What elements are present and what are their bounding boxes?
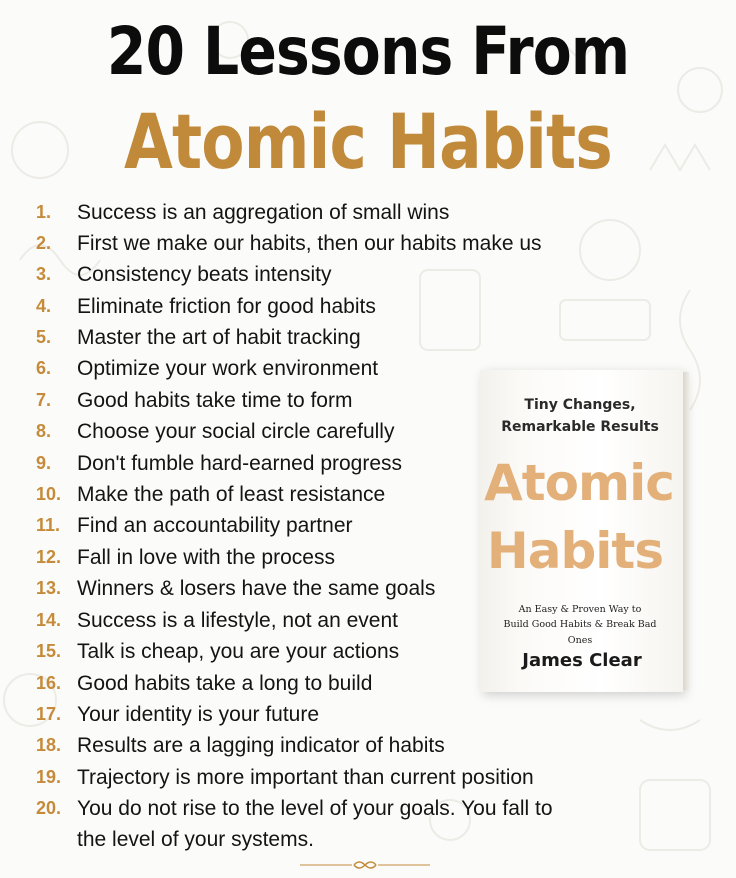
lesson-text: You do not rise to the level of your goals. You fall to bbox=[77, 797, 553, 820]
book-spine bbox=[683, 372, 689, 690]
lesson-number: 2. bbox=[36, 233, 52, 253]
lesson-text: Fall in love with the process bbox=[77, 546, 335, 569]
lesson-text-continued: the level of your systems. bbox=[77, 828, 314, 851]
ornament-divider-icon bbox=[300, 858, 430, 872]
lesson-number: 16. bbox=[36, 673, 62, 693]
lesson-number: 11. bbox=[36, 515, 61, 535]
book-title-line-2: Habits bbox=[486, 522, 664, 580]
lesson-text: Trajectory is more important than current position bbox=[77, 766, 534, 789]
lesson-number: 6. bbox=[36, 358, 52, 378]
book-tagline-line-2: Remarkable Results bbox=[501, 419, 659, 435]
lesson-number: 18. bbox=[36, 735, 62, 755]
lesson-text: Master the art of habit tracking bbox=[77, 326, 361, 349]
lesson-number: 20. bbox=[36, 798, 62, 818]
lesson-number: 12. bbox=[36, 547, 62, 567]
lesson-number: 14. bbox=[36, 610, 62, 630]
lesson-number: 1. bbox=[36, 202, 52, 222]
lesson-text: Results are a lagging indicator of habits bbox=[77, 734, 445, 757]
lesson-number: 3. bbox=[36, 264, 52, 284]
lesson-number: 8. bbox=[36, 421, 52, 441]
page-title-line-2: Atomic Habits bbox=[123, 97, 613, 186]
book-author: James Clear bbox=[522, 650, 642, 671]
lesson-text: Choose your social circle carefully bbox=[77, 420, 395, 443]
lesson-number: 13. bbox=[36, 578, 62, 598]
lesson-text: Winners & losers have the same goals bbox=[77, 577, 436, 600]
lesson-text: Optimize your work environment bbox=[77, 357, 379, 380]
lesson-text: Talk is cheap, you are your actions bbox=[77, 640, 400, 663]
book-tagline-line-1: Tiny Changes, bbox=[524, 397, 636, 413]
lesson-number: 5. bbox=[36, 327, 52, 347]
lesson-number: 9. bbox=[36, 453, 52, 473]
lesson-text: Consistency beats intensity bbox=[77, 263, 332, 286]
lesson-text: Find an accountability partner bbox=[77, 514, 353, 537]
lesson-text: Good habits take time to form bbox=[77, 389, 353, 412]
lesson-number: 15. bbox=[36, 641, 62, 661]
lesson-text: Good habits take a long to build bbox=[77, 672, 373, 695]
lesson-text: Success is a lifestyle, not an event bbox=[77, 609, 398, 632]
lesson-number: 10. bbox=[36, 484, 62, 504]
lesson-number: 7. bbox=[36, 390, 52, 410]
lesson-text: Eliminate friction for good habits bbox=[77, 295, 376, 318]
lesson-number: 17. bbox=[36, 704, 62, 724]
book-cover bbox=[480, 370, 683, 692]
lesson-text: Make the path of least resistance bbox=[77, 483, 386, 506]
page-title-line-1: 20 Lessons From bbox=[106, 13, 630, 90]
lesson-text: Your identity is your future bbox=[77, 703, 320, 726]
book-subtitle-line-2: Build Good Habits & Break Bad Ones bbox=[503, 619, 657, 646]
lesson-text: Don't fumble hard-earned progress bbox=[77, 452, 403, 475]
book-title-line-1: Atomic bbox=[484, 454, 674, 512]
lesson-number: 4. bbox=[36, 296, 52, 316]
lesson-text: Success is an aggregation of small wins bbox=[77, 201, 450, 224]
lesson-text: First we make our habits, then our habits make us bbox=[77, 232, 542, 255]
book-subtitle-line-1: An Easy & Proven Way to bbox=[518, 604, 642, 615]
lesson-number: 19. bbox=[36, 767, 62, 787]
